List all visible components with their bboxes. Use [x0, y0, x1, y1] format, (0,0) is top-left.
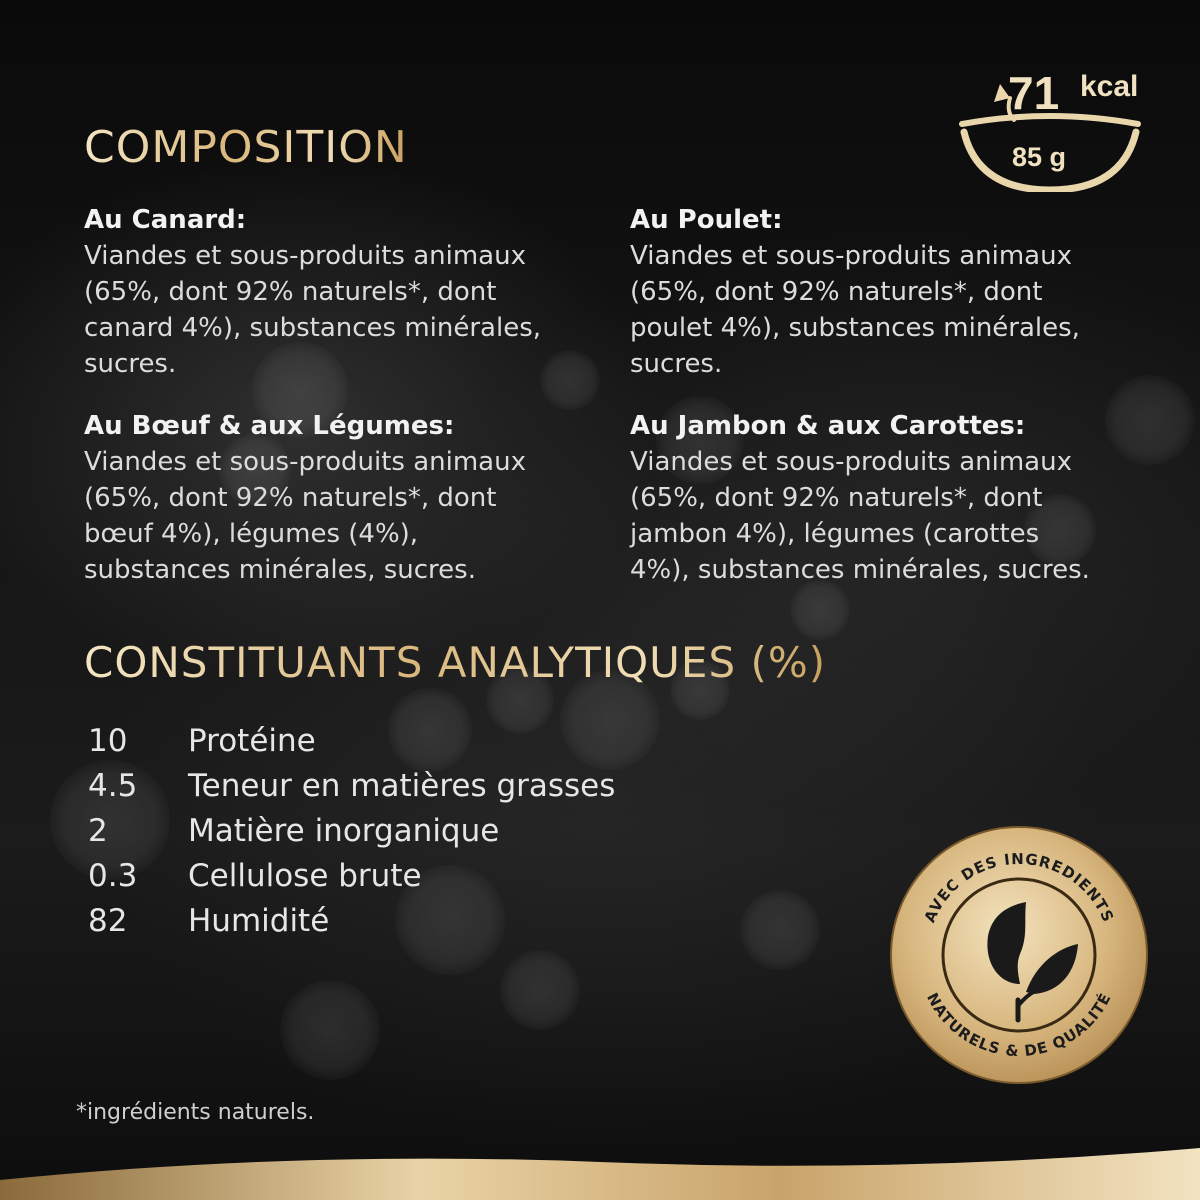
energy-unit: kcal — [1080, 70, 1139, 103]
analytical-value: 2 — [88, 812, 108, 849]
composition-item — [630, 408, 1150, 588]
composition-item-text: Viandes et sous-produits animaux (65%, dont 92% naturels*, dont bœuf 4%), légumes (4%), substances minérales, sucres. — [84, 447, 526, 585]
analytical-value: 0.3 — [88, 857, 138, 894]
analytical-label: Cellulose brute — [188, 857, 422, 894]
composition-item — [630, 202, 1150, 382]
seal-bottom-text: NATURELS & DE QUALITÉ — [923, 989, 1115, 1061]
footnote: *ingrédients naturels. — [76, 1100, 315, 1125]
analytical-row — [88, 763, 615, 808]
energy-value: 71 — [1008, 67, 1060, 119]
analytical-label: Humidité — [188, 902, 330, 939]
energy-badge — [950, 62, 1150, 192]
analytical-row — [88, 853, 615, 898]
portion-weight: 85 g — [1012, 142, 1067, 172]
composition-item-title: Au Bœuf & aux Légumes: — [84, 411, 455, 441]
composition-item-title: Au Jambon & aux Carottes: — [630, 411, 1026, 441]
seal-top-text: AVEC DES INGREDIENTS — [920, 849, 1118, 926]
analytical-heading: CONSTITUANTS ANALYTIQUES (%) — [84, 638, 827, 687]
composition-item-text: Viandes et sous-produits animaux (65%, dont 92% naturels*, dont canard 4%), substances minérales, sucres. — [84, 241, 542, 379]
gold-ribbon — [0, 1140, 1200, 1200]
analytical-label: Matière inorganique — [188, 812, 500, 849]
analytical-list — [88, 718, 615, 943]
composition-item — [84, 202, 604, 382]
analytical-row — [88, 898, 615, 943]
analytical-value: 4.5 — [88, 767, 138, 804]
composition-item — [84, 408, 604, 588]
composition-heading: COMPOSITION — [84, 122, 408, 173]
quality-seal — [888, 824, 1150, 1086]
analytical-label: Teneur en matières grasses — [188, 767, 616, 804]
analytical-value: 82 — [88, 902, 128, 939]
composition-item-text: Viandes et sous-produits animaux (65%, dont 92% naturels*, dont poulet 4%), substances minérales, sucres. — [630, 241, 1080, 379]
analytical-row — [88, 808, 615, 853]
composition-item-text: Viandes et sous-produits animaux (65%, dont 92% naturels*, dont jambon 4%), légumes (carottes 4%), substances minérales, sucres. — [630, 447, 1090, 585]
analytical-label: Protéine — [188, 722, 316, 759]
composition-item-title: Au Poulet: — [630, 205, 783, 235]
analytical-value: 10 — [88, 722, 128, 759]
composition-item-title: Au Canard: — [84, 205, 247, 235]
analytical-row — [88, 718, 615, 763]
